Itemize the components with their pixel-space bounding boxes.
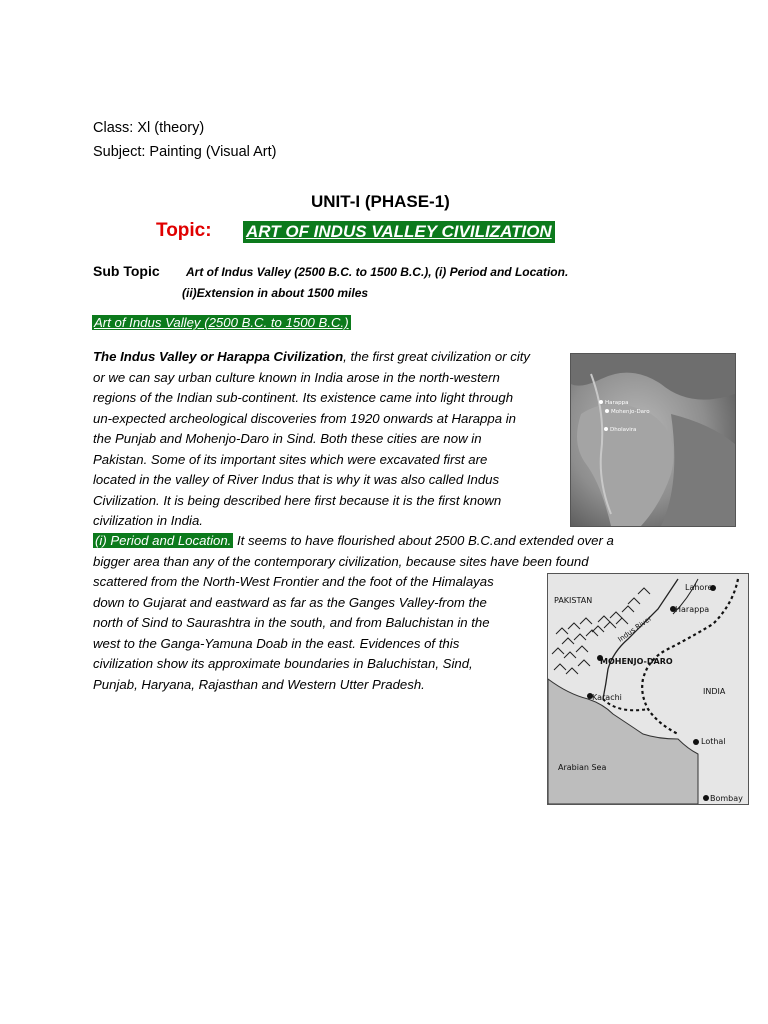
map-label-harappa: Harappa — [675, 605, 710, 614]
paragraph-1 — [93, 347, 563, 532]
satellite-label-harappa: Harappa — [605, 400, 629, 406]
paragraph-2-line — [93, 531, 653, 552]
paragraph-2-line-3: down to Gujarat and eastward as far as the Ganges Valley-from the — [93, 594, 487, 610]
sub-topic-line-2: (ii)Extension in about 1500 miles — [182, 286, 369, 300]
subject-line: Subject: Painting (Visual Art) — [93, 144, 277, 160]
map-label-indus-river: Indus River — [616, 614, 654, 644]
sub-topic-label: Sub Topic — [93, 263, 160, 279]
class-line: Class: Xl (theory) — [93, 120, 205, 136]
paragraph-2-line-1: bigger area than any of the contemporary civilization, because sites have been found — [93, 553, 589, 569]
paragraph-2-line-5: west to the Ganga-Yamuna Doab in the east. Evidences of this — [93, 635, 460, 651]
paragraph-1-line-3: un-expected archeological discoveries from 1920 onwards at Harappa in — [93, 410, 516, 426]
map-label-india: INDIA — [703, 687, 726, 696]
map-label-lothal: Lothal — [701, 737, 726, 746]
paragraph-2-line-4: north of Sind to Saurashtra in the south, and from Baluchistan in the — [93, 615, 490, 630]
map-label-bombay: Bombay — [710, 794, 743, 803]
unit-title: UNIT-I (PHASE-1) — [311, 192, 450, 211]
section-heading-text: Art of Indus Valley (2500 B.C. to 1500 B.C.) — [94, 315, 349, 330]
paragraph-1-line-1: or we can say urban culture known in India arose in the north-western — [93, 369, 500, 385]
paragraph-2-line-6: civilization show its approximate boundaries in Baluchistan, Sind, — [93, 656, 473, 671]
topic-title: ART OF INDUS VALLEY CIVILIZATION — [243, 221, 555, 243]
paragraph-1-line-4: the Punjab and Mohenjo-Daro in Sind. Both these cities are now in — [93, 431, 482, 446]
map-label-mohenjo-daro: MOHENJO-DARO — [600, 657, 673, 666]
period-location-heading: (i) Period and Location. — [95, 533, 232, 548]
paragraph-1-lead: The Indus Valley or Harappa Civilization — [93, 349, 344, 364]
satellite-label-mohenjo: Mohenjo-Daro — [611, 409, 650, 415]
section-heading — [92, 313, 351, 334]
paragraph-1-line-5: Pakistan. Some of its important sites which were excavated first are — [93, 451, 488, 467]
paragraph-1-line-7: Civilization. It is being described here first because it is the first known — [93, 492, 502, 508]
paragraph-1-line-2: regions of the Indian sub-continent. Its existence came into light through — [93, 390, 514, 405]
paragraph-2-line-7: Punjab, Haryana, Rajasthan and Western Utter Pradesh. — [93, 676, 425, 692]
paragraph-1-line-0: , the first great civilization or city — [343, 349, 531, 364]
map-label-arabian-sea: Arabian Sea — [558, 763, 607, 772]
paragraph-1-line-6: located in the valley of River Indus that is why it was also called Indus — [93, 472, 500, 487]
map-label-karachi: Karachi — [592, 693, 622, 702]
map-label-lahore: Lahore — [685, 583, 713, 592]
line-map-graphic — [548, 574, 748, 804]
indus-line-map-image — [547, 573, 749, 805]
paragraph-2-line-0: It seems to have flourished about 2500 B.C.and extended over a — [233, 533, 614, 548]
paragraph-2-line-2: scattered from the North-West Frontier and the foot of the Himalayas — [93, 574, 494, 589]
paragraph-1-line-8: civilization in India. — [93, 513, 203, 528]
satellite-map-graphic — [571, 354, 735, 526]
topic-label: Topic: — [156, 220, 212, 241]
map-label-pakistan: PAKISTAN — [554, 596, 593, 605]
satellite-map-image — [570, 353, 736, 527]
sub-topic-line-1: Art of Indus Valley (2500 B.C. to 1500 B.C.), (i) Period and Location. — [186, 265, 569, 279]
satellite-label-dholavira: Dholavira — [610, 427, 637, 433]
paragraph-1-line — [93, 347, 563, 368]
